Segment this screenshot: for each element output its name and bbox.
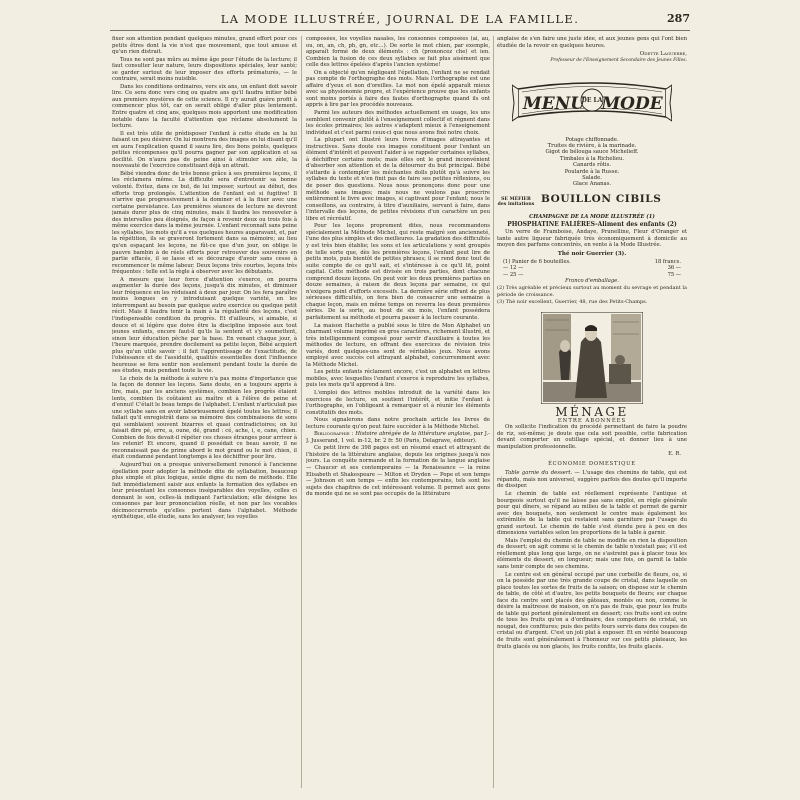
economie-lead: Table garnie du dessert. bbox=[505, 470, 573, 477]
price-list bbox=[497, 259, 687, 284]
bibliography bbox=[306, 431, 490, 444]
engraving-illustration bbox=[541, 312, 643, 404]
menu-item: Gigot de bélouga sauce Michelieff. bbox=[545, 149, 639, 156]
paragraph: Pour les leçons proprement dites, nous recommandons spécialement la Méthode Michel, qui reste malgré son ancienneté, l'une des plus simples et des meilleures. La gradation des difficultés y est très bien établie; les sons et les articulations y sont groupés de telle sorte que, dès les premières leçons, l'enfant peut lire de petits mots, puis bientôt de petites phrases; il se rend donc tout de suite compte de ce qu'il sait, et s'intéresse à ce qu'il lit, point capital. Cette méthode est divisée en trois parties, dont chacune comprend douze leçons. On peut voir les deux premières parties en douze semaines, à raison de deux leçons par semaine, ce qui n'exigera point d'efforts excessifs. La dernière série offrant de plus sérieuses difficultés, on fera bien de consacrer une semaine à chaque leçon, mais en même temps on reverra les deux premières séries. De la sorte, au bout de six mois, l'enfant possédera parfaitement sa méthode et pourra passer à la lecture courante. bbox=[306, 223, 490, 321]
paragraph: Aujourd'hui on a presque universellement renoncé à l'ancienne épellation pour adopter la méthode dite de syllabation, beaucoup plus simple et plus logique, seule digne du nom de méthode. Elle fait immédiatement saisir aux enfants la formation des syllabes en leur présentant les consonnes inséparables des voyelles, celles ci donnant le son, celles-là indiquant l'articulation; elle désigne les consonnes par leur prononciation réelle, et non par les vocables décimoccurrents qu'elles portent dans l'alphabet. Méthode synthétique, elle étudie, sans les analyser, les voyelles bbox=[112, 462, 297, 521]
paragraph: Tous ne sont pas mûrs au même âge pour l'étude de la lecture; il faut consulter leur nature, leurs dispositions spéciales, leur santé; se garder surtout de leur imposer des efforts prématurés, — le contraire, serait moins nuisible. bbox=[112, 56, 297, 83]
menu-item: Truites de rivière, à la marinade. bbox=[547, 143, 637, 150]
paragraph: Bébé viendra donc de très bonne grâce à ses premières leçons, il les réclamera même. La difficulté sera d'entretenir sa bonne volonté. Évitez, dans ce but, de lui imposer, surtout au début, des efforts trop prolongés. L'attention de l'enfant est si fugitive! Il n'arrive que progressivement à la dominer et à la fixer avec une certaine persistance. Les premières séances de lecture ne devront jamais durer plus de cinq minutes, mais il faudra les renouveler à des intervalles peu éloignés, de façon à revenir deux ou trois fois à même exercice dans la même journée. L'enfant reconnaît sans peine les syllabes, les mots qu'il a vus quelques heures auparavant, et, par la répétition, ils se graveront fortement dans sa mémoire; au lieu qu'en espaçant les leçons, ne fût-ce que d'un jour, on oblige le pauvre bambin à de réels efforts pour retrouver des souvenirs en partie effacés, il se lasse et se décourage d'avoir sans cesse à recommencer le même labeur. Deux leçons très courtes, leçons très fréquentes : telle est la règle à observer avec les débutants. bbox=[112, 170, 297, 276]
price-qty: — 25 — bbox=[503, 271, 524, 278]
menage-subtitle: ENTRE ABONNÉES bbox=[557, 417, 627, 424]
menu-list bbox=[497, 137, 687, 188]
price-value: 75 — bbox=[667, 271, 681, 278]
liqueur-text: Un verre de Framboise, Andaye, Prunelline, Fleur d'Oranger et tante autre liqueur fabriquée très économiquement à domicile au moyen des parfums concentrés, en vente à la Mode Illustrée. bbox=[497, 228, 687, 249]
journal-title: LA MODE ILLUSTRÉE, JOURNAL DE LA FAMILLE. bbox=[220, 12, 580, 26]
menu-item: Glace Ananas. bbox=[572, 181, 612, 188]
bibliography-details: par J.-J. Jusserand, 1 vol. in-12, br. 2 fr. 50 (Paris, Delagrave, éditeur). bbox=[306, 431, 490, 444]
ad-note: (3) Thé noir excellent, Guerrier, 48, rue des Petits-Champs. bbox=[497, 298, 648, 305]
paragraph: Ce petit livre de 398 pages est un résumé exact et attrayant de l'histoire de la littérature anglaise, depuis les origines jusqu'à nos jours. La conquête normande et la formation de la langue anglaise — Chaucer et ses contemporains — la Renaissance — la reine Elisabeth et Shakespeare — Milton et Dryden — Pope et son temps — Johnson et son temps — enfin les contemporains, tels sont les sujets des chapitres de cet intéressant volume. Il permet aux gens du monde qui ne se sont pas occupés de la littérature bbox=[306, 445, 490, 498]
paragraph: La maison Hachette a publié sous le titre de Mon Alphabet un charmant volume imprimé en gros caractères, richement illustré, et très intelligemment composé pour servir d'auxiliaire à toutes les méthodes de lecture, en offrant des exercices de révision très variés, dont quelques-uns sont de véritables jeux. Nous avons employé avec succès cet attrayant alphabet, concurremment avec la Méthode Michel. bbox=[306, 322, 490, 368]
economie-text: — L'usage des chemins de table, qui est répandu, mais non universel, suggère parfois des doutes qu'il importe de dissiper. bbox=[497, 470, 687, 490]
column-3 bbox=[497, 36, 687, 788]
paragraph bbox=[497, 470, 687, 490]
column-2 bbox=[306, 36, 490, 788]
tea-label: Thé noir Guerrier (3). bbox=[557, 250, 627, 257]
paragraph: Nous signalerons dans notre prochain article les livres de lecture courante qu'on peut faire succéder à la Méthode Michel. bbox=[306, 417, 490, 430]
page-header bbox=[110, 8, 690, 31]
menu-item: Timbales à la Richelieu. bbox=[559, 155, 625, 162]
paragraph: Le choix de la méthode à suivre n'a pas moins d'importance que la façon de donner les leçons. Sans doute, en a toujours appris à lire, mais, par les anciens systèmes, combien les progrès étaient lents, combien ils coûtaient au maître et à l'élève de peine et d'ennui! C'était le beau temps de l'alphabet. L'enfant n'articulait pas une syllabe sans en avoir laborieusement épelé toutes les lettres; il fallait qu'il enregistrât dans sa mémoire des combinaisons de sons qui semblaient souvent bizarres et quasi contradictoires; on lui faisait dire pé, erre, a, oune, dé, grand : cé, ache, i, e, cane, chien. Combien de fois devait-il répéter ces choses étranges pour arriver à les retenir! Et encore, quand il possédait ce beau savoir, il ne reconnaissait pas de prime abord le mot grand ou le mot chien, il était condamné pendant longtemps à les déchiffrer pour lire. bbox=[112, 375, 297, 461]
menu-item: Canards rôtis. bbox=[572, 162, 612, 169]
paragraph: Parmi les auteurs des méthodes actuellement en usage, les uns semblent convenir plutôt à l'enseignement collectif et régnent dans les écoles primaires; les autres s'adaptent mieux à l'enseignement individuel et c'est parmi ceux-ci que nous avons fixé notre choix. bbox=[306, 110, 490, 136]
column-rule bbox=[301, 36, 302, 788]
economie-heading: ÉCONOMIE DOMESTIQUE bbox=[548, 460, 636, 467]
bouillon-brand: BOUILLON CIBILS bbox=[541, 192, 662, 205]
bouillon-ad bbox=[497, 192, 687, 214]
column-rule bbox=[493, 36, 494, 788]
paragraph: On sollicite l'indication du procédé permettant de faire la poudre de riz, soi-même; je doute que cela soit possible, cette fabrication devant comporter un outillage spécial, et donner lieu à une manipulation professionnelle. bbox=[497, 424, 687, 450]
paragraph: anglaise de s'en faire une juste idée, et aux jeunes gens qui l'ont bien étudiée de la revoir en quelques heures. bbox=[497, 36, 687, 49]
paragraph: L'emploi des lettres mobiles introduit de la variété dans les exercices de lecture, en soutient l'intérêt, et initie l'enfant à l'orthographe, en l'obligeant à remarquer et à réunir les éléments constitutifs des mots. bbox=[306, 389, 490, 416]
banner-word-de-la: DE LA bbox=[581, 96, 603, 104]
price-value: 36 — bbox=[667, 265, 681, 272]
menu-banner-art bbox=[512, 71, 672, 131]
lady-engraving-art bbox=[541, 312, 643, 404]
banner-word-mode: MODE bbox=[601, 93, 663, 114]
initials: E. R. bbox=[668, 451, 681, 458]
author-signature: Odette Laguerre, bbox=[639, 51, 687, 58]
paragraph: La plupart ont illustré leurs livres d'images attrayantes et instructives. Sans doute ces images constituent pour l'enfant un élément d'intérêt et peuvent l'aider à se rappeler certaines syllabes, à déchiffrer certains mots; mais elles ont le grand inconvénient d'absorber son attention et de la détourner du but principal. Bébé s'attarde à contempler les méchantes dolls plutôt qu'à suivre les syllabes du texte et n'en finit pas de faire ses petites réflexions, ou de poser des questions. Nous nous prononçons donc pour une méthode sans images; mais nous ne voulons pas proscrire entièrement le livre avec images, si captivant pour l'enfant; nous le conseillons, au contraire, à titre d'auxiliaire, servant à faire, dans l'intervalle des leçons, de petites révisions d'un caractère un peu libre et récréatif. bbox=[306, 137, 490, 222]
price-value: 18 francs. bbox=[654, 259, 681, 266]
champagne-line: CHAMPAGNE DE LA MODE ILLUSTRÉE (1) bbox=[529, 213, 655, 220]
paragraph: Les petits enfants réclament encore, c'est un alphabet en lettres mobiles, avec lesquelles l'enfant s'exerce à reproduire les syllabes, puis les mots qu'il apprend à lire. bbox=[306, 369, 490, 389]
paragraph: fixer son attention pendant quelques minutes, grand effort pour ces petits êtres dont la vie n'est que mouvement, que tout amuse et qu'un rien distrait. bbox=[112, 36, 297, 56]
beware-notice: SE MÉFIER des imitations bbox=[497, 196, 535, 207]
page-number: 287 bbox=[667, 12, 690, 25]
emballage-note: Franco d'emballage. bbox=[565, 278, 619, 285]
menage-title: MÉNAGE bbox=[555, 404, 629, 419]
paragraph: Le centre est en général occupé par une corbeille de fleurs, ou, si on la possède par une très grande coupe de cristal, dans laquelle on place toutes les sortes de fruits de la saison; on dispose sur le chemin de table, de côté et d'autre, les petits bouquets de fleurs; sur chaque face du centre sont placés des gâteaux, montés ou non, comme le désire la maîtresse de maison, on n'a pas de frais, que pour les fruits de table qui portent généralement en dessert; ces fruits sont en outre de tous les fruits qu'on a d'ordinaire, des compotiers de cristal, un nougat, des confitures; puis des petits fours servis dans des coupes de cristal ou d'argent. C'est un joli plat à exposer. Et en vérité beaucoup de fruits sont généralement à l'honneur sur ces petits plateaux, les fruits glacés ou non glacés, les fruits confits, les fruits glacés. bbox=[497, 571, 687, 650]
paragraph: Mais l'emploi du chemin de table ne modifie en rien la disposition du dessert; on agit comme si le chemin de table n'existait pas; s'il est réellement plus long que large, on ne s'astreint pas à placer tous les éléments du dessert, en longueur; mais une fois, on garnit la table sans tenir compte de ses chemins. bbox=[497, 537, 687, 570]
paragraph: Dans les conditions ordinaires, vers six ans, un enfant doit savoir lire. Ce sera donc vers cinq ou quatre ans qu'il faudra initier bébé aux premiers mystères de cette science. Il n'y aurait guère profit à commencer plus tôt, car on serait obligé d'aller plus lentement. Entre quatre et cinq ans, quelques mois apportent une modification notable dans la faculté d'attention que réclame absolument la lecture. bbox=[112, 83, 297, 130]
menu-item: Salade. bbox=[582, 175, 602, 182]
column-1 bbox=[112, 36, 297, 788]
paragraph: On a objecté qu'en négligeant l'épellation, l'enfant ne se rendait pas compte de l'orthographe des mots. Mais l'orthographe est une affaire d'yeux et non d'oreilles. Le mot non épelé apparaît mieux avec sa physionomie propre, et l'expérience prouve que les enfants sont moins portés à faire des fautes d'orthographe quand ils ont appris à lire par les procédés nouveaux. bbox=[306, 69, 490, 109]
ad-note: (2) Très agréable et précieux surtout au moment du sevrage et pendant la période de croissance. bbox=[497, 285, 687, 298]
author-role: Professeur de l'Enseignement Secondaire des Jeunes Filles. bbox=[550, 57, 687, 63]
price-qty: (1) Panier de 6 bouteilles. bbox=[503, 259, 571, 266]
banner-word-menu: MENU bbox=[522, 93, 586, 114]
paragraph: composées, les voyelles nasales, les consonnes composées (ai, au, ou, on, an, ch, ph, gn, etc...). De sorte le mot chien, par exemple, apparaît formé de deux éléments : ch (prononcez che) et ien. Combien la fusion de ces deux syllabes se fait plus aisément que celle des lettres épelées d'après l'ancien système! bbox=[306, 36, 490, 69]
menu-banner bbox=[512, 71, 672, 131]
paragraph: Le chemin de table est réellement représente l'antique et bourgeois surtout qu'il ne laisse pas sans emploi, en règle générale pour qui dîners, se répand au milieu de la table et permet de garnir avec des bouquets, non seulement le centre mais également les extrémités de la table qui restaient sans garniture par l'usage du grand surtout. Le chemin de table s'est étendu peu à peu en des dimensions variables selon les proportions de la table à garnir. bbox=[497, 490, 687, 537]
bibliography-title: Histoire abrégée de la littérature anglaise, bbox=[355, 431, 472, 438]
menu-item: Poularde à la Russe. bbox=[564, 168, 620, 175]
paragraph: Il est très utile de prédisposer l'enfant à cette étude en la lui faisant un peu désirer. On lui montrera des images en lui disant qu'il en aura l'explication quand il saura lire, des bons points, quelques petites récompenses qu'il pourra gagner par son application et sa docilité. On n'aura pas de peine ainsi à stimuler son zèle, la nouveauté de l'exercice constituant déjà un attrait. bbox=[112, 130, 297, 170]
paragraph: A mesure que leur force d'attention s'exerce, on pourra augmenter la durée des leçons, jusqu'à dix minutes, et diminuer leur fréquence en les réduisant à deux par jour. On les fera paraître moins longues en y introduisant quelque variété, en les interrompant au besoin par quelque autre exercice ou quelque petit récit. Mais il faudra tenir la main à la régularité des leçons, c'est l'indispensable condition du progrès. Et d'ailleurs, si aimable, si douce et si légère que doive être la discipline imposée aux tout jeunes enfants, encore faut-il qu'ils la sentent et s'y soumettent, sinon leur éducation pêche par la base. En venant chaque jour, à l'heure marquée, prendre docilement sa petite leçon, Bébé acquiert plus qu'un utile savoir : il fait l'apprentissage de l'exactitude, de l'obéissance et de l'assiduité, qualités essentielles dont l'influence heureuse se fera sentir non seulement pendant toute la durée de ses études, mais pendant toute la vie. bbox=[112, 276, 297, 375]
menu-item: Potage chiffonnade. bbox=[565, 136, 619, 143]
phosphatine-line: PHOSPHATINE FALIÈRES-Aliment des enfants (2) bbox=[507, 221, 677, 229]
bibliography-label: Bibliographie : bbox=[314, 431, 354, 438]
price-qty: — 12 — bbox=[503, 265, 524, 272]
